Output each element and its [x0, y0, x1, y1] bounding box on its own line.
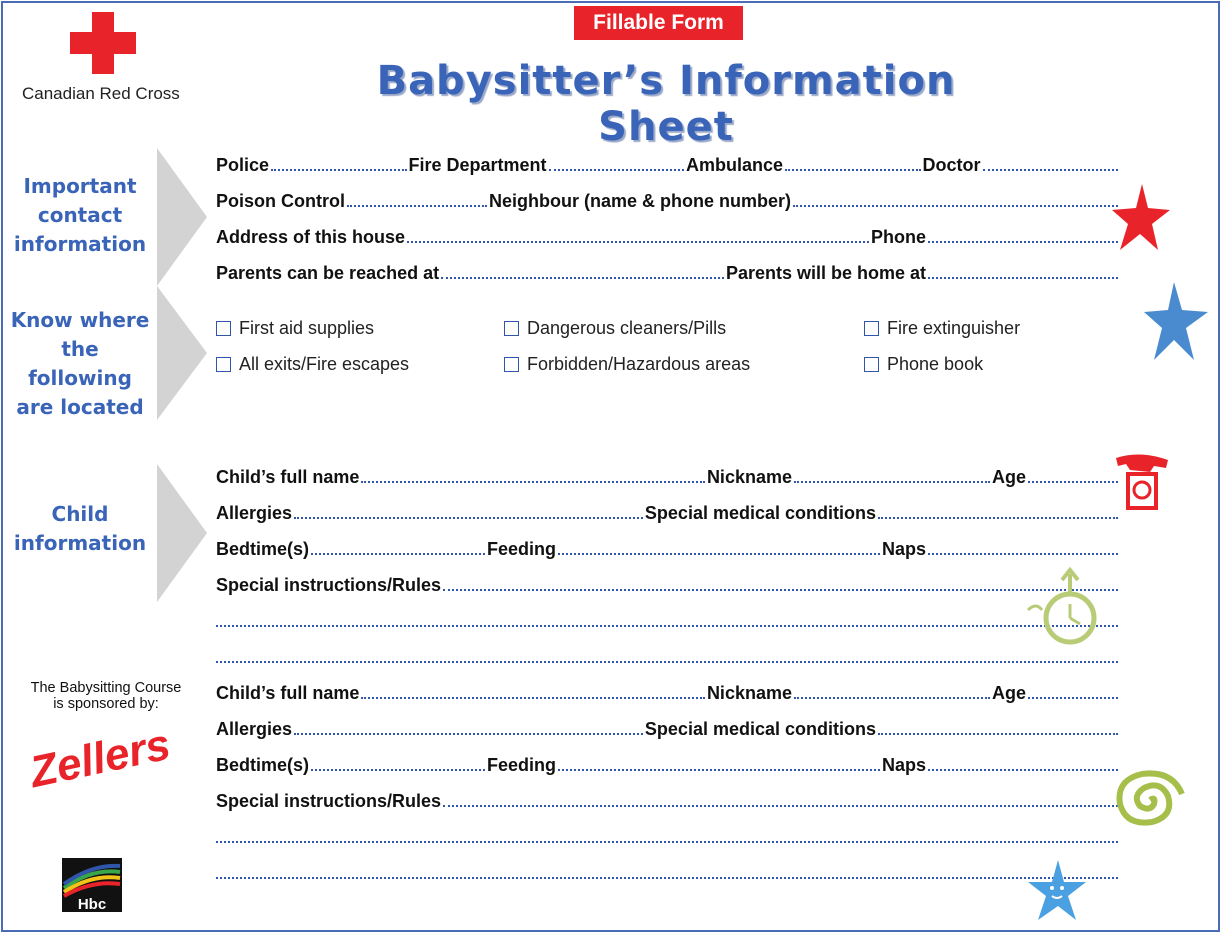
child2-allergies-field[interactable] — [294, 733, 643, 735]
poison-field[interactable] — [347, 205, 487, 207]
contacts-row-3 — [216, 222, 1120, 248]
medical-label: Special medical conditions — [644, 503, 876, 523]
checkbox-first-aid[interactable]: First aid supplies — [216, 318, 374, 339]
chevron-arrow-icon — [157, 148, 209, 286]
child1-row-extra-1 — [216, 606, 1120, 632]
instructions-label: Special instructions/Rules — [216, 791, 442, 811]
checkbox-box[interactable] — [864, 357, 879, 372]
age-label: Age — [991, 467, 1026, 487]
bedtime-label: Bedtime(s) — [216, 539, 310, 559]
allergies-label: Allergies — [216, 719, 293, 739]
checkbox-fire-extinguisher[interactable]: Fire extinguisher — [864, 318, 1020, 339]
nickname-label: Nickname — [706, 467, 792, 487]
fillable-form-badge: Fillable Form — [574, 6, 743, 40]
fire-label: Fire Department — [408, 155, 547, 175]
child2-naps-field[interactable] — [928, 769, 1118, 771]
child2-row-bedtime — [216, 750, 1120, 776]
child2-bedtime-field[interactable] — [311, 769, 485, 771]
contacts-row-2 — [216, 186, 1120, 212]
child2-row-instructions — [216, 786, 1120, 812]
child2-feeding-field[interactable] — [558, 769, 880, 771]
nickname-label: Nickname — [706, 683, 792, 703]
child1-row-allergies — [216, 498, 1120, 524]
child1-feeding-field[interactable] — [558, 553, 880, 555]
child2-nickname-field[interactable] — [794, 697, 990, 699]
child-name-label: Child’s full name — [216, 467, 360, 487]
police-label: Police — [216, 155, 270, 175]
neighbour-field[interactable] — [793, 205, 1118, 207]
phone-label: Phone — [870, 227, 926, 247]
sponsor-text: The Babysitting Course is sponsored by: — [30, 680, 182, 712]
page-title: Babysitter’s Information Sheet — [376, 58, 956, 150]
feeding-label: Feeding — [487, 755, 557, 775]
checkbox-box[interactable] — [504, 321, 519, 336]
svg-text:Hbc: Hbc — [77, 896, 107, 913]
checkbox-phone-book[interactable]: Phone book — [864, 354, 983, 375]
red-cross-logo — [70, 12, 136, 74]
telephone-icon — [1110, 452, 1172, 512]
child1-nickname-field[interactable] — [794, 481, 990, 483]
naps-label: Naps — [881, 755, 926, 775]
spiral-icon — [1112, 766, 1190, 834]
address-field[interactable] — [407, 241, 869, 243]
child1-instructions-field[interactable] — [443, 589, 1118, 591]
section-label-contacts: Important contact information — [13, 174, 147, 256]
checkbox-box[interactable] — [216, 321, 231, 336]
red-star-icon — [1112, 184, 1170, 254]
child1-row-name — [216, 462, 1120, 488]
doctor-field[interactable] — [983, 169, 1118, 171]
child2-row-allergies — [216, 714, 1120, 740]
parents-reached-label: Parents can be reached at — [216, 263, 440, 283]
address-label: Address of this house — [216, 227, 406, 247]
doctor-label: Doctor — [922, 155, 981, 175]
checkbox-box[interactable] — [216, 357, 231, 372]
child1-row-instructions — [216, 570, 1120, 596]
neighbour-label: Neighbour (name & phone number) — [489, 191, 792, 211]
medical-label: Special medical conditions — [644, 719, 876, 739]
child1-medical-field[interactable] — [878, 517, 1118, 519]
child2-row-name — [216, 678, 1120, 704]
svg-text:Zellers: Zellers — [25, 719, 175, 798]
ambulance-label: Ambulance — [686, 155, 784, 175]
section-label-child: Child information — [13, 502, 147, 555]
child2-medical-field[interactable] — [878, 733, 1118, 735]
child2-instructions-field[interactable] — [443, 805, 1118, 807]
police-field[interactable] — [271, 169, 406, 171]
clock-icon — [1026, 566, 1104, 646]
child2-row-extra-2 — [216, 858, 1120, 884]
parents-home-label: Parents will be home at — [725, 263, 926, 283]
child1-instructions-line-3[interactable] — [216, 661, 1118, 663]
ambulance-field[interactable] — [785, 169, 920, 171]
child1-name-field[interactable] — [361, 481, 705, 483]
checkbox-forbidden-areas[interactable]: Forbidden/Hazardous areas — [504, 354, 750, 375]
phone-field[interactable] — [928, 241, 1118, 243]
chevron-arrow-icon — [157, 286, 209, 420]
child-name-label: Child’s full name — [216, 683, 360, 703]
fire-field[interactable] — [549, 169, 684, 171]
blue-star-icon — [1144, 282, 1208, 362]
age-label: Age — [991, 683, 1026, 703]
contacts-row-1 — [216, 150, 1120, 176]
child1-allergies-field[interactable] — [294, 517, 643, 519]
child2-age-field[interactable] — [1028, 697, 1118, 699]
bedtime-label: Bedtime(s) — [216, 755, 310, 775]
parents-home-field[interactable] — [928, 277, 1118, 279]
child2-instructions-line-2[interactable] — [216, 841, 1118, 843]
hbc-logo — [62, 858, 122, 912]
child2-row-extra-1 — [216, 822, 1120, 848]
child1-bedtime-field[interactable] — [311, 553, 485, 555]
child1-row-extra-2 — [216, 642, 1120, 668]
checkbox-cleaners[interactable]: Dangerous cleaners/Pills — [504, 318, 726, 339]
section-label-locations: Know where the following are located — [10, 308, 150, 419]
checkbox-box[interactable] — [864, 321, 879, 336]
child1-naps-field[interactable] — [928, 553, 1118, 555]
parents-reached-field[interactable] — [441, 277, 724, 279]
child1-row-bedtime — [216, 534, 1120, 560]
smiling-star-icon — [1026, 860, 1088, 922]
poison-label: Poison Control — [216, 191, 345, 211]
child2-instructions-line-3[interactable] — [216, 877, 1118, 879]
child1-age-field[interactable] — [1028, 481, 1118, 483]
instructions-label: Special instructions/Rules — [216, 575, 442, 595]
child2-name-field[interactable] — [361, 697, 705, 699]
zellers-logo — [25, 719, 175, 798]
naps-label: Naps — [881, 539, 926, 559]
child1-instructions-line-2[interactable] — [216, 625, 1118, 627]
checkbox-box[interactable] — [504, 357, 519, 372]
org-name: Canadian Red Cross — [22, 84, 180, 103]
feeding-label: Feeding — [487, 539, 557, 559]
checkbox-exits[interactable]: All exits/Fire escapes — [216, 354, 409, 375]
chevron-arrow-icon — [157, 464, 209, 602]
contacts-row-4 — [216, 258, 1120, 284]
allergies-label: Allergies — [216, 503, 293, 523]
